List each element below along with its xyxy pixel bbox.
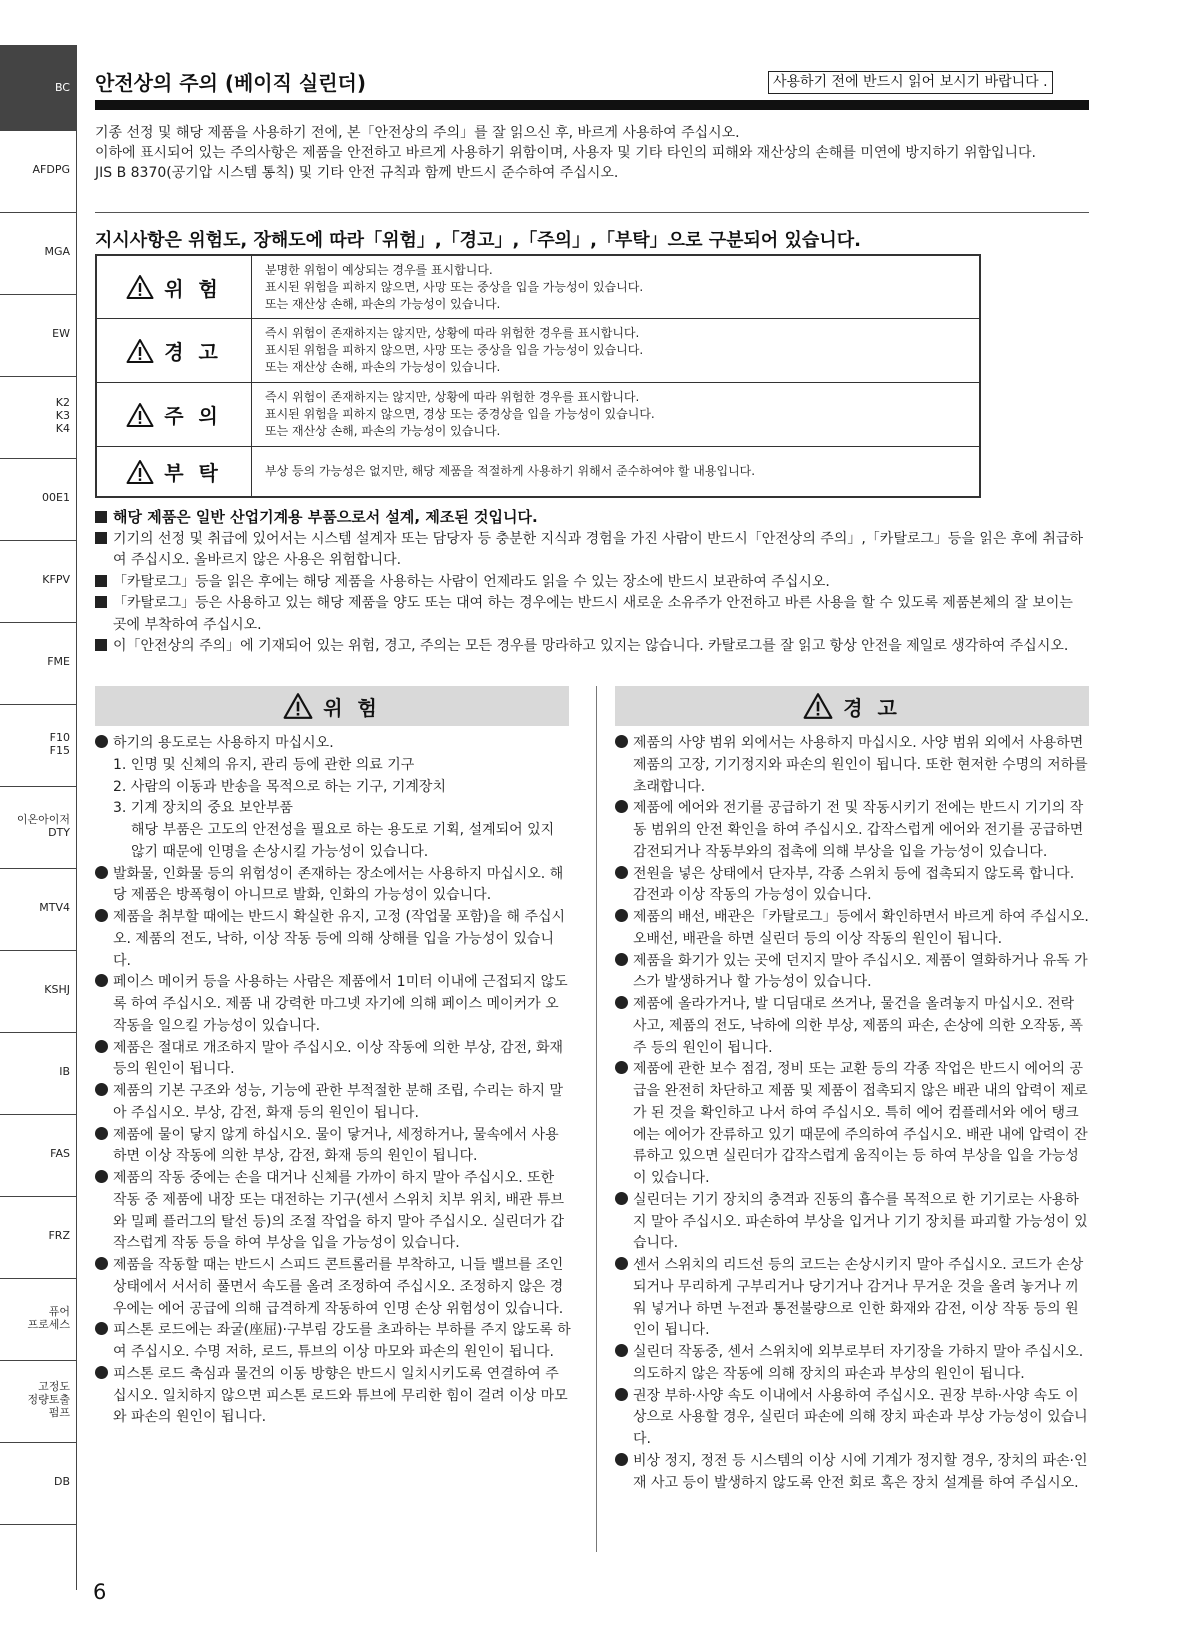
danger-use-note: 해당 부품은 고도의 안전성을 필요로 하는 용도로 기획, 설계되어 있지 않기 때문에 인명을 손상시킬 가능성이 있습니다. <box>131 822 555 860</box>
warning-heading: 경 고 <box>843 695 901 720</box>
note-item: 「카탈로그」등은 사용하고 있는 해당 제품을 양도 또는 대여 하는 경우에는 반드시 새로운 소유주가 안전하고 바른 사용을 할 수 있도록 제품본체의 잘 보이는 곳에 부착하여 주십시오. <box>95 593 1089 636</box>
level-line: 부상 등의 가능성은 없지만, 해당 제품을 적절하게 사용하기 위해서 준수하여야 할 내용입니다. <box>265 464 756 478</box>
tab-mtv4[interactable]: MTV4 <box>0 865 76 951</box>
tab-kshj[interactable]: KSHJ <box>0 947 76 1033</box>
round-bullet-icon <box>95 1040 108 1053</box>
level-line: 표시된 위험을 피하지 않으면, 경상 또는 중경상을 입을 가능성이 있습니다. <box>265 407 655 421</box>
danger-item: 발화물, 인화물 등의 위험성이 존재하는 장소에서는 사용하지 마십시오. 해당 제품은 방폭형이 아니므로 발화, 인화의 가능성이 있습니다. <box>95 864 571 908</box>
tab-kfpv[interactable]: KFPV <box>0 537 76 623</box>
level-line: 표시된 위험을 피하지 않으면, 사망 또는 중상을 입을 가능성이 있습니다. <box>265 343 644 357</box>
intro-line: 이하에 표시되어 있는 주의사항은 제품을 안전하고 바르게 사용하기 위함이며, 사용자 및 기타 타인의 피해와 재산상의 손해를 미연에 방지하기 위함입니다. <box>95 145 1037 161</box>
warning-item: 제품에 관한 보수 점검, 정비 또는 교환 등의 각종 작업은 반드시 에어의 공급을 완전히 차단하고 제품 및 제품이 접촉되지 않은 배관 내의 압력이 제로가 된 것을 확인하고 나서 하여 주십시오. 특히 에어 컴플레서와 에어 탱크에는 에어가 잔류하고 있기 때문에 주의하여 주십시오. 배관 내에 압력이 잔류하고 있으면 실린더가 갑작스럽게 움직이는 등 하여 부상을 입을 가능성이 있습니다. <box>615 1059 1091 1190</box>
round-bullet-icon <box>95 1322 108 1335</box>
warning-item: 센서 스위치의 리드선 등의 코드는 손상시키지 말아 주십시오. 코드가 손상되거나 무리하게 구부리거나 당기거나 감거나 무거운 것을 올려 놓거나 끼워 넣거나 하면 누전과 통전불량으로 인한 화재와 감전, 이상 작동 등의 원인이 됩니다. <box>615 1255 1091 1342</box>
danger-item: 피스톤 로드 축심과 물건의 이동 방향은 반드시 일치시키도록 연결하여 주십시오. 일치하지 않으면 피스톤 로드와 튜브에 무리한 힘이 걸려 이상 마모와 파손의 원인이 됩니다. <box>95 1364 571 1429</box>
warning-triangle-icon <box>126 338 154 364</box>
warning-triangle-icon <box>126 402 154 428</box>
level-name: 주 의 <box>164 404 222 428</box>
level-line: 즉시 위험이 존재하지는 않지만, 상황에 따라 위험한 경우를 표시합니다. <box>265 326 640 340</box>
tab-frz[interactable]: FRZ <box>0 1193 76 1279</box>
round-bullet-icon <box>95 1127 108 1140</box>
page-title: 안전상의 주의 (베이직 실린더) <box>95 71 367 95</box>
round-bullet-icon <box>615 996 628 1009</box>
square-bullet-icon <box>95 532 107 544</box>
tab-00e1[interactable]: 00E1 <box>0 455 76 541</box>
round-bullet-icon <box>615 1257 628 1270</box>
tab-k2k3k4[interactable]: K2 K3 K4 <box>0 373 76 459</box>
level-description <box>252 319 979 382</box>
warning-item: 제품에 올라가거나, 발 디딤대로 쓰거나, 물건을 올려놓지 마십시오. 전락 사고, 제품의 전도, 낙하에 의한 부상, 제품의 파손, 손상에 의한 오작동, 폭주 등의 원인이 됩니다. <box>615 994 1091 1059</box>
warning-item: 실린더는 기기 장치의 충격과 진동의 흡수를 목적으로 한 기기로는 사용하지 말아 주십시오. 파손하여 부상을 입거나 기기 장치를 파괴할 가능성이 있습니다. <box>615 1190 1091 1255</box>
danger-heading: 위 험 <box>323 695 381 720</box>
round-bullet-icon <box>95 1083 108 1096</box>
round-bullet-icon <box>615 866 628 879</box>
tab-pure-process[interactable]: 퓨어 프로세스 <box>0 1275 76 1361</box>
round-bullet-icon <box>615 1061 628 1074</box>
danger-item: 제품의 작동 중에는 손을 대거나 신체를 가까이 하지 말아 주십시오. 또한 작동 중 제품에 내장 또는 대전하는 기구(센서 스위치 치부 위치, 배관 튜브와 밀폐 플러그의 탈선 등)의 조절 작업을 하지 말아 주십시오. 실린더가 갑작스럽게 작동 등을 하여 부상을 입을 가능성이 있습니다. <box>95 1168 571 1255</box>
warning-triangle-icon <box>283 692 313 720</box>
sidebar <box>0 45 77 1590</box>
round-bullet-icon <box>95 974 108 987</box>
warning-item: 실린더 작동중, 센서 스위치에 외부로부터 자기장을 가하지 말아 주십시오. 의도하지 않은 작동에 의해 장치의 파손과 부상의 원인이 됩니다. <box>615 1342 1091 1386</box>
tab-bc[interactable]: BC <box>0 45 76 131</box>
level-name: 경 고 <box>164 340 222 364</box>
level-line: 즉시 위험이 존재하지는 않지만, 상황에 따라 위험한 경우를 표시합니다. <box>265 390 640 404</box>
level-line: 표시된 위험을 피하지 않으면, 사망 또는 중상을 입을 가능성이 있습니다. <box>265 279 644 294</box>
round-bullet-icon <box>95 1366 108 1379</box>
divider <box>95 212 1089 213</box>
level-label <box>97 256 252 318</box>
warning-item: 비상 정지, 정전 등 시스템의 이상 시에 기계가 정지할 경우, 장치의 파손·인재 사고 등이 발생하지 않도록 안전 회로 혹은 장치 설계를 하여 주십시오. <box>615 1451 1091 1495</box>
tab-afdpg[interactable]: AFDPG <box>0 127 76 213</box>
tab-db[interactable]: DB <box>0 1439 76 1525</box>
danger-use: 1. 인명 및 신체의 유지, 관리 등에 관한 의료 기구 <box>113 756 415 773</box>
tab-mga[interactable]: MGA <box>0 209 76 295</box>
note-item: 이「안전상의 주의」에 기재되어 있는 위험, 경고, 주의는 모든 경우를 망라하고 있지는 않습니다. 카탈로그를 잘 읽고 항상 안전을 제일로 생각하여 주십시오. <box>95 636 1089 658</box>
danger-use: 3. 기계 장치의 중요 보안부품 <box>113 800 293 817</box>
square-bullet-icon <box>95 596 107 608</box>
note-item: 「카탈로그」등을 읽은 후에는 해당 제품을 사용하는 사람이 언제라도 읽을 수 있는 장소에 반드시 보관하여 주십시오. <box>95 572 1089 594</box>
danger-item: 하기의 용도로는 사용하지 마십시오. <box>95 733 571 755</box>
round-bullet-icon <box>615 953 628 966</box>
round-bullet-icon <box>95 1170 108 1183</box>
round-bullet-icon <box>615 909 628 922</box>
level-row-request <box>97 447 979 496</box>
tab-fas[interactable]: FAS <box>0 1111 76 1197</box>
warning-item: 권장 부하·사양 속도 이내에서 사용하여 주십시오. 권장 부하·사양 속도 이상으로 사용할 경우, 실린더 파손에 의해 장치 파손과 부상 가능성이 있습니다. <box>615 1386 1091 1451</box>
warning-column <box>615 733 1091 1494</box>
warning-item: 제품을 화기가 있는 곳에 던지지 말아 주십시오. 제품이 열화하거나 유독 가스가 발생하거나 할 가능성이 있습니다. <box>615 951 1091 995</box>
level-description <box>252 383 979 446</box>
tab-precision-pump[interactable]: 고정도 정량토출 펌프 <box>0 1357 76 1443</box>
danger-item: 제품을 취부할 때에는 반드시 확실한 유지, 고정 (작업물 포함)을 해 주십시오. 제품의 전도, 낙하, 이상 작동 등에 의해 상해를 입을 가능성이 있습니다. <box>95 907 571 972</box>
warning-triangle-icon <box>126 459 154 485</box>
round-bullet-icon <box>615 1453 628 1466</box>
round-bullet-icon <box>615 800 628 813</box>
level-line: 또는 재산상 손해, 파손의 가능성이 있습니다. <box>265 424 501 438</box>
round-bullet-icon <box>615 1344 628 1357</box>
danger-section-header <box>95 686 569 726</box>
page-number: 6 <box>93 1580 107 1604</box>
level-label <box>97 447 252 496</box>
warning-item: 제품의 배선, 배관은「카탈로그」등에서 확인하면서 바르게 하여 주십시오. 오배선, 배관을 하면 실린더 등의 이상 작동의 원인이 됩니다. <box>615 907 1091 951</box>
round-bullet-icon <box>615 1388 628 1401</box>
warning-item: 제품에 에어와 전기를 공급하기 전 및 작동시키기 전에는 반드시 기기의 작동 범위의 안전 확인을 하여 주십시오. 갑작스럽게 에어와 전기를 공급하면 감전되거나 작동부와의 접촉에 의해 부상을 입을 가능성이 있습니다. <box>615 798 1091 863</box>
square-bullet-icon <box>95 639 107 651</box>
title-bar <box>95 100 1089 110</box>
warning-section-header <box>615 686 1089 726</box>
round-bullet-icon <box>95 1257 108 1270</box>
intro-line: JIS B 8370(공기압 시스템 통칙) 및 기타 안전 규칙과 함께 반드시 준수하여 주십시오. <box>95 165 619 181</box>
note-item: 기기의 선정 및 취급에 있어서는 시스템 설계자 또는 담당자 등 충분한 지식과 경험을 가진 사람이 반드시「안전상의 주의」,「카탈로그」등을 읽은 후에 취급하여 주십시오. 올바르지 않은 사용은 위험합니다. <box>95 529 1089 572</box>
level-row-caution <box>97 383 979 447</box>
danger-item: 제품에 물이 닿지 않게 하십시오. 물이 닿거나, 세정하거나, 물속에서 사용하면 이상 작동에 의한 부상, 감전, 화재 등의 원인이 됩니다. <box>95 1125 571 1169</box>
warning-item: 전원을 넣은 상태에서 단자부, 각종 스위치 등에 접촉되지 않도록 합니다. 감전과 이상 작동의 가능성이 있습니다. <box>615 864 1091 908</box>
level-row-danger <box>97 256 979 319</box>
warning-triangle-icon <box>803 692 833 720</box>
level-line: 또는 재산상 손해, 파손의 가능성이 있습니다. <box>265 360 501 374</box>
intro-text <box>95 123 1089 183</box>
tab-ib[interactable]: IB <box>0 1029 76 1115</box>
round-bullet-icon <box>615 735 628 748</box>
column-divider <box>596 686 597 1552</box>
levels-heading: 지시사항은 위험도, 장해도에 따라「위험」,「경고」,「주의」,「부탁」으로 구분되어 있습니다. <box>95 230 861 251</box>
round-bullet-icon <box>95 735 108 748</box>
danger-item: 페이스 메이커 등을 사용하는 사람은 제품에서 1미터 이내에 근접되지 않도록 하여 주십시오. 제품 내 강력한 마그넷 자기에 의해 페이스 메이커가 오작동을 일으킬 가능성이 있습니다. <box>95 972 571 1037</box>
danger-column <box>95 733 571 1429</box>
intro-line: 기종 선정 및 해당 제품을 사용하기 전에, 본「안전상의 주의」를 잘 읽으신 후, 바르게 사용하여 주십시오. <box>95 125 740 141</box>
level-row-warning <box>97 319 979 383</box>
read-before-use-notice: 사용하기 전에 반드시 읽어 보시기 바랍니다 . <box>768 71 1053 94</box>
level-name: 부 탁 <box>164 461 222 485</box>
round-bullet-icon <box>95 909 108 922</box>
level-description <box>252 447 979 496</box>
round-bullet-icon <box>615 1192 628 1205</box>
square-bullet-icon <box>95 575 107 587</box>
level-description <box>252 256 979 318</box>
level-line: 분명한 위험이 예상되는 경우를 표시합니다. <box>265 262 493 277</box>
danger-item: 피스톤 로드에는 좌굴(座屈)·구부림 강도를 초과하는 부하를 주지 않도록 하여 주십시오. 수명 저하, 로드, 튜브의 이상 마모와 파손의 원인이 됩니다. <box>95 1320 571 1364</box>
danger-item: 제품을 작동할 때는 반드시 스피드 콘트롤러를 부착하고, 니들 밸브를 조인 상태에서 서서히 풀면서 속도를 올려 조정하여 주십시오. 조정하지 않은 경우에는 에어 공급에 의해 급격하게 작동하여 인명 손상 위험성이 있습니다. <box>95 1255 571 1320</box>
tab-ew[interactable]: EW <box>0 291 76 377</box>
warning-item: 제품의 사양 범위 외에서는 사용하지 마십시오. 사양 범위 외에서 사용하면 제품의 고장, 기기정지와 파손의 원인이 됩니다. 또한 현저한 수명의 저하를 초래합니다. <box>615 733 1091 798</box>
tab-f10f15[interactable]: F10 F15 <box>0 701 76 787</box>
tab-ionizer-dty[interactable]: 이온아이저 DTY <box>0 783 76 869</box>
level-name: 위 험 <box>164 276 222 301</box>
danger-use: 2. 사람의 이동과 반송을 목적으로 하는 기구, 기계장치 <box>113 778 446 795</box>
level-label <box>97 319 252 382</box>
warning-triangle-icon <box>126 274 154 300</box>
hazard-levels-table <box>95 254 981 498</box>
level-label <box>97 383 252 446</box>
note-main: 해당 제품은 일반 산업기계용 부품으로서 설계, 제조된 것입니다. <box>95 507 1089 529</box>
square-bullet-icon <box>95 511 107 523</box>
danger-item: 제품은 절대로 개조하지 말아 주십시오. 이상 작동에 의한 부상, 감전, 화재 등의 원인이 됩니다. <box>95 1038 571 1082</box>
round-bullet-icon <box>95 866 108 879</box>
danger-item: 제품의 기본 구조와 성능, 기능에 관한 부적절한 분해 조립, 수리는 하지 말아 주십시오. 부상, 감전, 화재 등의 원인이 됩니다. <box>95 1081 571 1125</box>
level-line: 또는 재산상 손해, 파손의 가능성이 있습니다. <box>265 296 501 311</box>
tab-fme[interactable]: FME <box>0 619 76 705</box>
general-notes <box>95 507 1089 658</box>
